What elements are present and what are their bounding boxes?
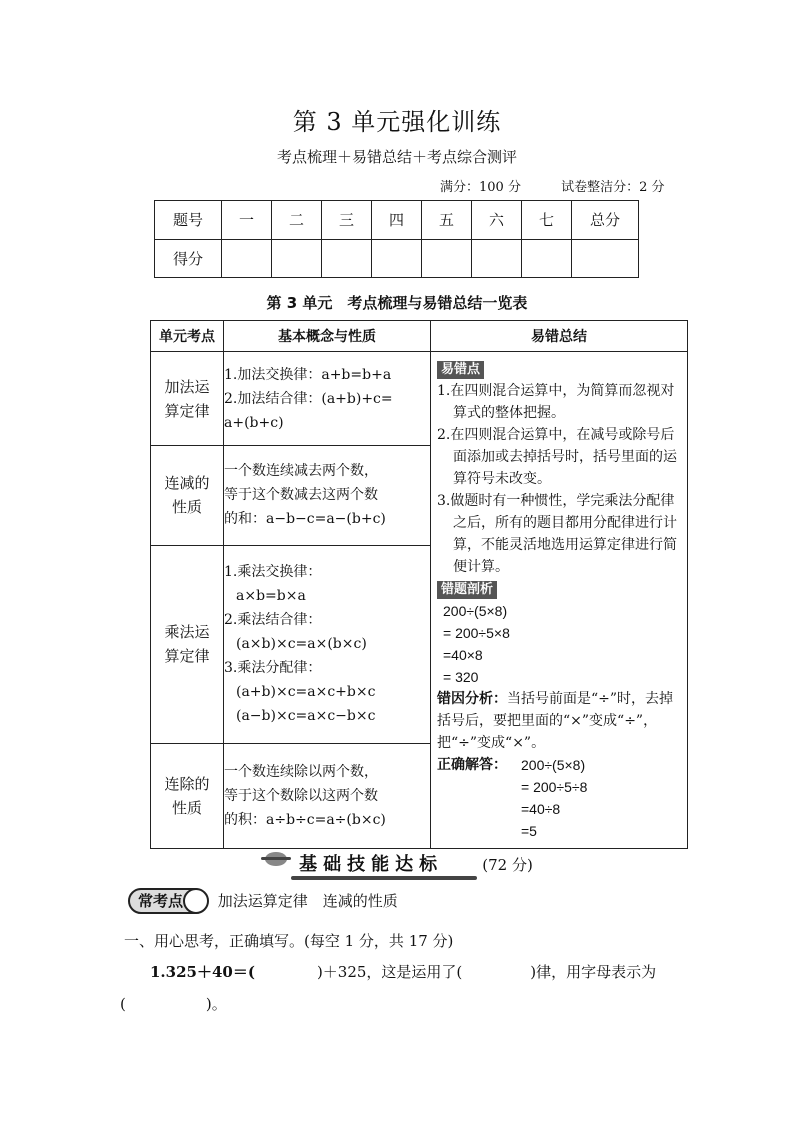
topic-cell: 加法运算定律 bbox=[151, 352, 224, 446]
score-header-cell: 五 bbox=[422, 201, 472, 240]
section-points: (72 分) bbox=[482, 856, 533, 874]
score-cell[interactable] bbox=[572, 239, 639, 278]
score-cell[interactable] bbox=[322, 239, 372, 278]
section-title: 基础技能达标 bbox=[299, 854, 444, 875]
question-heading: 一、用心思考，正确填写。(每空 1 分，共 17 分) bbox=[124, 932, 454, 950]
error-reason: 错因分析：当括号前面是“÷”时，去掉括号后，要把里面的“×”变成“÷”，把“÷”变成“×”。 bbox=[437, 691, 674, 751]
section-banner bbox=[261, 848, 477, 878]
summary-table bbox=[150, 320, 688, 849]
right-calc-line: = 200÷5÷8 bbox=[521, 779, 588, 795]
error-point: 3.做题时有一种惯性，学完乘法分配律之后，所有的题目都用分配律进行计算，不能灵活地选用运算定律进行简便计算。 bbox=[437, 493, 677, 575]
score-header-cell: 四 bbox=[372, 201, 422, 240]
score-table-header-row bbox=[155, 201, 639, 240]
summary-header: 基本概念与性质 bbox=[224, 321, 431, 352]
summary-header: 易错总结 bbox=[431, 321, 688, 352]
question-1-continued: ( )。 bbox=[120, 995, 227, 1013]
badge-topic: 加法运算定律 连减的性质 bbox=[217, 892, 398, 910]
score-header-cell: 六 bbox=[472, 201, 522, 240]
right-calc-line: =40÷8 bbox=[521, 801, 561, 817]
error-point: 1.在四则混合运算中，为简算而忽视对算式的整体把握。 bbox=[437, 383, 675, 421]
score-cell[interactable] bbox=[422, 239, 472, 278]
neat-score: 试卷整洁分：2 分 bbox=[561, 180, 665, 195]
score-cell[interactable] bbox=[272, 239, 322, 278]
score-header-cell: 三 bbox=[322, 201, 372, 240]
score-table bbox=[154, 200, 639, 278]
score-header-cell: 二 bbox=[272, 201, 322, 240]
error-analysis-tag: 错题剖析 bbox=[437, 581, 497, 599]
correct-answer: 正确解答： 200÷(5×8) = 200÷5÷8 =40÷8 =5 bbox=[437, 754, 681, 842]
full-score: 满分：100 分 bbox=[440, 180, 521, 195]
score-header-cell: 七 bbox=[522, 201, 572, 240]
question-1: 1.325＋40＝( )＋325，这是运用了( )律，用字母表示为 bbox=[150, 963, 657, 981]
error-summary-cell bbox=[431, 352, 688, 849]
concept-cell: 一个数连续除以两个数， 等于这个数除以这两个数 的积：a÷b÷c=a÷(b×c) bbox=[224, 744, 431, 849]
topic-cell: 连减的性质 bbox=[151, 446, 224, 545]
topic-badge-row bbox=[128, 888, 398, 914]
error-point: 2.在四则混合运算中，在减号或除号后面添加或去掉括号时，括号里面的运算符号未改变。 bbox=[437, 427, 677, 487]
score-row-label: 得分 bbox=[155, 239, 222, 278]
summary-header: 单元考点 bbox=[151, 321, 224, 352]
score-info bbox=[440, 176, 701, 195]
topic-cell: 连除的性质 bbox=[151, 744, 224, 849]
section-header bbox=[0, 848, 794, 878]
concept-cell: 一个数连续减去两个数， 等于这个数减去这两个数 的和：a−b−c=a−(b+c) bbox=[224, 446, 431, 545]
concept-cell: 1.乘法交换律： a×b=b×a 2.乘法结合律： (a×b)×c=a×(b×c) 3.乘法分配律： (a+b)×c=a×c+b×c (a−b)×c=a×c−b×c bbox=[224, 545, 431, 744]
planet-icon bbox=[265, 852, 287, 866]
score-cell[interactable] bbox=[522, 239, 572, 278]
wrong-calc-line: = 320 bbox=[443, 669, 479, 685]
score-cell[interactable] bbox=[222, 239, 272, 278]
page-title: 第 3 单元强化训练 bbox=[292, 108, 502, 136]
score-cell[interactable] bbox=[472, 239, 522, 278]
score-header-cell: 题号 bbox=[155, 201, 222, 240]
error-point-tag: 易错点 bbox=[437, 361, 484, 379]
score-header-cell: 总分 bbox=[572, 201, 639, 240]
concept-cell: 1.加法交换律：a+b=b+a 2.加法结合律：(a+b)+c= a+(b+c) bbox=[224, 352, 431, 446]
wrong-calc-line: =40×8 bbox=[443, 647, 483, 663]
score-header-cell: 一 bbox=[222, 201, 272, 240]
wrong-calc-line: = 200÷5×8 bbox=[443, 625, 510, 641]
frequent-topic-badge: 常考点 bbox=[128, 888, 207, 914]
right-calc-line: 200÷(5×8) bbox=[521, 757, 586, 773]
right-calc-line: =5 bbox=[521, 823, 537, 839]
topic-cell: 乘法运算定律 bbox=[151, 545, 224, 744]
wrong-calc-line: 200÷(5×8) bbox=[443, 603, 508, 619]
page-subtitle: 考点梳理＋易错总结＋考点综合测评 bbox=[276, 148, 517, 166]
summary-title: 第 3 单元 考点梳理与易错总结一览表 bbox=[266, 294, 528, 312]
score-table-score-row bbox=[155, 239, 639, 278]
score-cell[interactable] bbox=[372, 239, 422, 278]
